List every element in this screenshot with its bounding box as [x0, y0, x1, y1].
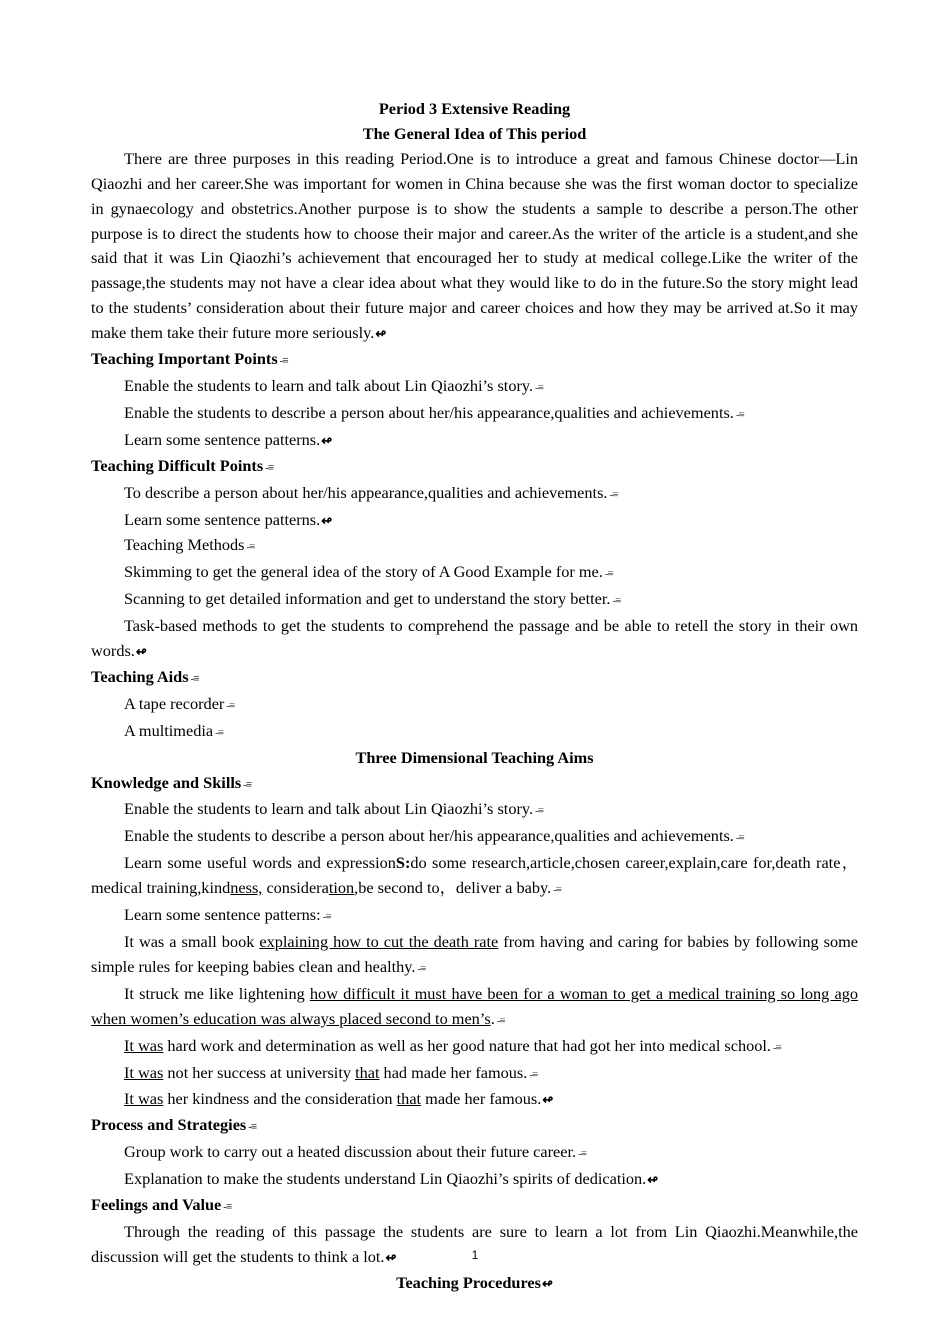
text-run: ,be second to，deliver a baby. — [354, 878, 552, 898]
section-break-icon: ↫ — [385, 1249, 397, 1265]
section-heading — [91, 771, 858, 798]
paragraph-mark-icon: -≡ — [529, 1068, 538, 1081]
text-run: Enable the students to describe a person about her/his appearance,qualities and achievements. — [124, 402, 734, 422]
section-break-icon: ↫ — [542, 1092, 554, 1108]
underlined-text: explaining how to cut the death rate — [259, 932, 499, 951]
paragraph — [91, 428, 858, 454]
text-run: Enable the students to describe a person about her/his appearance,qualities and achievements. — [124, 826, 734, 846]
text-run: Enable the students to learn and talk about Lin Qiaozhi’s story. — [124, 375, 534, 395]
underlined-text: that — [355, 1062, 380, 1082]
paragraph-mark-icon: -≡ — [223, 1201, 232, 1214]
paragraph-mark-icon: -≡ — [322, 911, 331, 924]
paragraph-mark-icon: -≡ — [604, 568, 613, 581]
text-run: Enable the students to learn and talk about Lin Qiaozhi’s story. — [124, 799, 534, 819]
text-run: It was a small book — [124, 932, 260, 951]
paragraph-mark-icon: -≡ — [578, 1148, 586, 1161]
text-run: Learn some sentence patterns: — [124, 905, 321, 925]
text-run: Knowledge and Skills — [91, 772, 242, 792]
document-body — [91, 97, 858, 1297]
text-run: Learn some sentence patterns. — [124, 429, 321, 449]
paragraph-mark-icon: -≡ — [735, 408, 744, 421]
text-run: . — [490, 1008, 495, 1028]
paragraph — [91, 824, 858, 851]
text-run: her kindness and the consideration — [163, 1089, 397, 1109]
section-heading — [91, 347, 858, 374]
section-heading — [91, 1193, 858, 1220]
paragraph — [91, 614, 858, 665]
paragraph-mark-icon: -≡ — [535, 805, 543, 818]
paragraph — [91, 147, 858, 347]
text-run: Teaching Difficult Points — [91, 455, 264, 475]
paragraph — [91, 374, 858, 401]
paragraph-mark-icon: -≡ — [609, 488, 618, 501]
text-run: Three Dimensional Teaching Aims — [355, 747, 594, 767]
text-run: The General Idea of This period — [362, 123, 587, 143]
paragraph — [91, 560, 858, 587]
text-run: Teaching Methods — [124, 535, 245, 555]
paragraph-mark-icon: -≡ — [553, 884, 562, 897]
text-run: Scanning to get detailed information and get to understand the story better. — [124, 589, 611, 609]
text-run: Group work to carry out a heated discussion about their future career. — [124, 1142, 577, 1162]
text-run: A multimedia — [124, 720, 214, 740]
section-break-icon: ↫ — [647, 1172, 659, 1188]
paragraph — [91, 930, 858, 982]
paragraph — [91, 533, 858, 560]
paragraph — [91, 851, 858, 903]
text-run: S: — [395, 853, 411, 873]
section-heading — [91, 454, 858, 481]
text-run: Through the reading of this passage the students are sure to learn a lot from Lin Qiaozhi.Meanwhile,the discussion will get the students to think a lot. — [91, 1221, 858, 1266]
section-title — [91, 97, 858, 122]
paragraph — [91, 903, 858, 930]
paragraph — [91, 797, 858, 824]
section-break-icon: ↫ — [321, 432, 333, 448]
paragraph-mark-icon: -≡ — [417, 962, 426, 975]
paragraph — [91, 1167, 858, 1193]
paragraph — [91, 1061, 858, 1088]
page-number: 1 — [471, 1248, 479, 1262]
text-run: Teaching Procedures — [396, 1272, 541, 1292]
paragraph — [91, 982, 858, 1034]
paragraph-mark-icon: -≡ — [279, 355, 288, 368]
underlined-text: that — [396, 1089, 422, 1109]
text-run: Task-based methods to get the students to comprehend the passage and be able to retell the story in their own words. — [91, 616, 858, 661]
text-run: Explanation to make the students understand Lin Qiaozhi’s spirits of dedication. — [124, 1169, 647, 1189]
text-run: To describe a person about her/his appearance,qualities and achievements. — [124, 482, 608, 502]
paragraph-mark-icon: -≡ — [248, 1121, 257, 1134]
paragraph — [91, 719, 858, 746]
text-run: considera — [262, 878, 329, 898]
text-run: A tape recorder — [124, 693, 225, 713]
text-run: Skimming to get the general idea of the story of A Good Example for me. — [124, 562, 603, 582]
paragraph-mark-icon: -≡ — [190, 672, 199, 685]
text-run: made her famous. — [421, 1089, 542, 1109]
underlined-text: tion — [328, 878, 355, 898]
section-break-icon: ↫ — [135, 644, 147, 660]
underlined-text: It was — [124, 1035, 164, 1055]
paragraph — [91, 1034, 858, 1061]
section-title — [91, 122, 858, 147]
underlined-text: how difficult it must have been for a woman to get a medical training so long ago when women’s education was always placed second to men’s — [91, 983, 858, 1028]
text-run: Teaching Aids — [91, 666, 189, 686]
paragraph — [91, 692, 858, 719]
paragraph — [91, 508, 858, 534]
text-run: hard work and determination as well as her good nature that had got her into medical school. — [163, 1035, 771, 1055]
text-run: from having and caring for babies by following some simple rules for keeping babies clean and healthy. — [91, 932, 858, 976]
text-run: Teaching Important Points — [91, 349, 278, 369]
paragraph — [91, 1087, 858, 1113]
paragraph — [91, 1140, 858, 1167]
section-break-icon: ↫ — [541, 1275, 553, 1291]
paragraph-mark-icon: -≡ — [265, 461, 274, 474]
text-run: Process and Strategies — [91, 1115, 247, 1135]
section-break-icon: ↫ — [321, 512, 333, 528]
paragraph — [91, 587, 858, 614]
text-run: had made her famous. — [379, 1062, 528, 1082]
paragraph — [91, 401, 858, 428]
section-title — [91, 746, 858, 771]
text-run: There are three purposes in this reading Period.One is to introduce a great and famous Chinese doctor—Lin Qiaozhi and her career.She was important for women in China because she was the first woman doctor to specialize in gynaecology and obstetrics.Another purpose is to show the students a sample to describe a person.The other purpose is to direct the students how to choose their major and career.As the writer of the article is a student,and she said that it was Lin Qiaozhi’s achievement that encouraged her to study at medical college.Like the writer of the passage,the students may not have a clear idea about what they would like to do in the future.So the story might lead to the students’ consideration about their future major and career choices and how they may be arrived at.So it may make them take their future more seriously. — [91, 148, 858, 343]
text-run: Learn some sentence patterns. — [124, 509, 321, 529]
paragraph — [91, 481, 858, 508]
paragraph-mark-icon: -≡ — [215, 726, 223, 739]
paragraph-mark-icon: -≡ — [496, 1014, 505, 1027]
underlined-text: It was — [124, 1089, 164, 1109]
text-run: It struck me like lightening — [124, 983, 310, 1003]
text-run: do some research,article,chosen career,explain,care for,death rate，medical training,kind — [91, 853, 858, 898]
section-heading — [91, 1113, 858, 1140]
section-break-icon: ↫ — [375, 326, 387, 342]
paragraph-mark-icon: -≡ — [243, 778, 252, 791]
text-run: Period 3 Extensive Reading — [378, 99, 571, 118]
underlined-text: ness, — [230, 878, 263, 898]
paragraph-mark-icon: -≡ — [612, 595, 621, 608]
text-run: Feelings and Value — [91, 1195, 222, 1215]
paragraph — [91, 1220, 858, 1271]
paragraph-mark-icon: -≡ — [246, 541, 255, 554]
text-run: not her success at university — [163, 1062, 356, 1082]
paragraph-mark-icon: -≡ — [226, 699, 235, 712]
underlined-text: It was — [124, 1062, 164, 1082]
paragraph-mark-icon: -≡ — [773, 1041, 781, 1054]
section-heading — [91, 665, 858, 692]
section-title — [91, 1271, 858, 1297]
text-run: Learn some useful words and expression — [124, 853, 396, 873]
paragraph-mark-icon: -≡ — [535, 381, 543, 394]
paragraph-mark-icon: -≡ — [735, 832, 744, 845]
